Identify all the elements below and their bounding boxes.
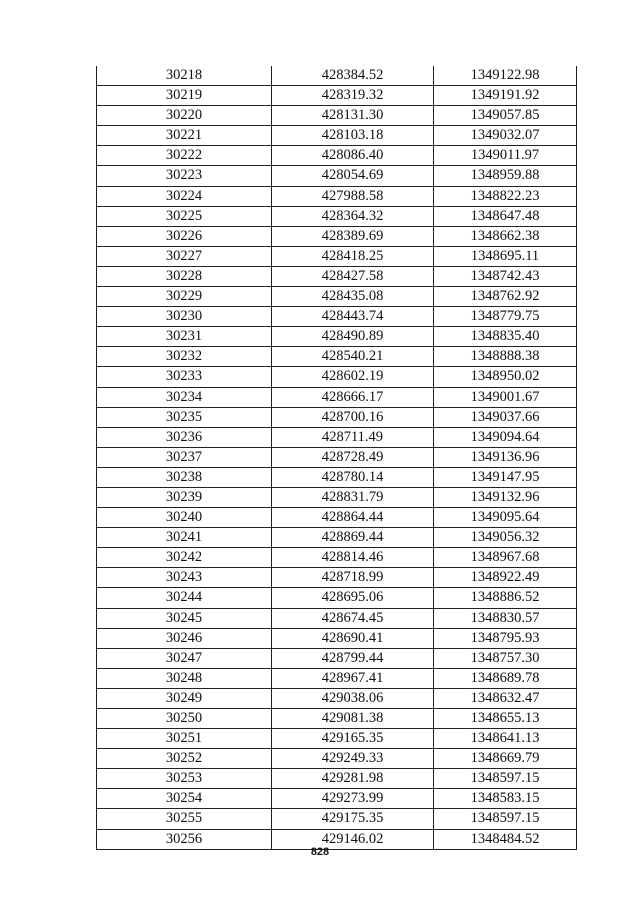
y-coordinate-cell: 1348655.13: [434, 709, 577, 729]
y-coordinate-cell: 1348822.23: [434, 186, 577, 206]
table-row: [97, 146, 577, 166]
point-id-cell: 30229: [97, 287, 272, 307]
x-coordinate-cell: 428864.44: [272, 508, 434, 528]
y-coordinate-cell: 1349136.96: [434, 447, 577, 467]
y-coordinate-cell: 1349032.07: [434, 126, 577, 146]
y-coordinate-cell: 1349191.92: [434, 86, 577, 106]
y-coordinate-cell: 1348641.13: [434, 729, 577, 749]
point-id-cell: 30226: [97, 226, 272, 246]
y-coordinate-cell: 1348959.88: [434, 166, 577, 186]
x-coordinate-cell: 428086.40: [272, 146, 434, 166]
x-coordinate-cell: 428418.25: [272, 246, 434, 266]
y-coordinate-cell: 1348888.38: [434, 347, 577, 367]
point-id-cell: 30256: [97, 829, 272, 849]
table-row: [97, 86, 577, 106]
point-id-cell: 30253: [97, 769, 272, 789]
coordinate-table: [96, 66, 577, 850]
y-coordinate-cell: 1349095.64: [434, 508, 577, 528]
x-coordinate-cell: 428780.14: [272, 467, 434, 487]
table-row: [97, 709, 577, 729]
point-id-cell: 30251: [97, 729, 272, 749]
table-row: [97, 548, 577, 568]
y-coordinate-cell: 1348662.38: [434, 226, 577, 246]
y-coordinate-cell: 1348830.57: [434, 608, 577, 628]
x-coordinate-cell: 428384.52: [272, 66, 434, 86]
point-id-cell: 30255: [97, 809, 272, 829]
y-coordinate-cell: 1349011.97: [434, 146, 577, 166]
x-coordinate-cell: 428718.99: [272, 568, 434, 588]
table-row: [97, 648, 577, 668]
y-coordinate-cell: 1349037.66: [434, 407, 577, 427]
table-row: [97, 246, 577, 266]
x-coordinate-cell: 428690.41: [272, 628, 434, 648]
y-coordinate-cell: 1348835.40: [434, 327, 577, 347]
x-coordinate-cell: 429249.33: [272, 749, 434, 769]
x-coordinate-cell: 429273.99: [272, 789, 434, 809]
x-coordinate-cell: 428869.44: [272, 528, 434, 548]
x-coordinate-cell: 428435.08: [272, 287, 434, 307]
point-id-cell: 30234: [97, 387, 272, 407]
table-row: [97, 749, 577, 769]
point-id-cell: 30218: [97, 66, 272, 86]
y-coordinate-cell: 1348795.93: [434, 628, 577, 648]
x-coordinate-cell: 429165.35: [272, 729, 434, 749]
y-coordinate-cell: 1348597.15: [434, 769, 577, 789]
x-coordinate-cell: 428814.46: [272, 548, 434, 568]
table-row: [97, 789, 577, 809]
y-coordinate-cell: 1348632.47: [434, 688, 577, 708]
y-coordinate-cell: 1348742.43: [434, 266, 577, 286]
x-coordinate-cell: 428602.19: [272, 367, 434, 387]
table-row: [97, 588, 577, 608]
table-row: [97, 447, 577, 467]
x-coordinate-cell: 428054.69: [272, 166, 434, 186]
table-row: [97, 608, 577, 628]
point-id-cell: 30223: [97, 166, 272, 186]
x-coordinate-cell: 428319.32: [272, 86, 434, 106]
point-id-cell: 30230: [97, 307, 272, 327]
x-coordinate-cell: 428540.21: [272, 347, 434, 367]
table-row: [97, 809, 577, 829]
table-row: [97, 729, 577, 749]
point-id-cell: 30231: [97, 327, 272, 347]
table-row: [97, 668, 577, 688]
y-coordinate-cell: 1348669.79: [434, 749, 577, 769]
x-coordinate-cell: 428389.69: [272, 226, 434, 246]
y-coordinate-cell: 1348922.49: [434, 568, 577, 588]
point-id-cell: 30236: [97, 427, 272, 447]
table-row: [97, 407, 577, 427]
y-coordinate-cell: 1348695.11: [434, 246, 577, 266]
table-row: [97, 528, 577, 548]
x-coordinate-cell: 428490.89: [272, 327, 434, 347]
point-id-cell: 30232: [97, 347, 272, 367]
y-coordinate-cell: 1348757.30: [434, 648, 577, 668]
point-id-cell: 30241: [97, 528, 272, 548]
y-coordinate-cell: 1348886.52: [434, 588, 577, 608]
y-coordinate-cell: 1349122.98: [434, 66, 577, 86]
table-row: [97, 66, 577, 86]
y-coordinate-cell: 1348779.75: [434, 307, 577, 327]
x-coordinate-cell: 428674.45: [272, 608, 434, 628]
x-coordinate-cell: 429175.35: [272, 809, 434, 829]
table-row: [97, 206, 577, 226]
x-coordinate-cell: 428831.79: [272, 487, 434, 507]
table-row: [97, 327, 577, 347]
table-row: [97, 769, 577, 789]
y-coordinate-cell: 1348967.68: [434, 548, 577, 568]
x-coordinate-cell: 428131.30: [272, 106, 434, 126]
table-row: [97, 307, 577, 327]
table-row: [97, 166, 577, 186]
point-id-cell: 30222: [97, 146, 272, 166]
y-coordinate-cell: 1348689.78: [434, 668, 577, 688]
point-id-cell: 30242: [97, 548, 272, 568]
point-id-cell: 30254: [97, 789, 272, 809]
table-row: [97, 487, 577, 507]
table-row: [97, 568, 577, 588]
y-coordinate-cell: 1349147.95: [434, 467, 577, 487]
table-row: [97, 347, 577, 367]
table-row: [97, 508, 577, 528]
point-id-cell: 30237: [97, 447, 272, 467]
point-id-cell: 30250: [97, 709, 272, 729]
y-coordinate-cell: 1348583.15: [434, 789, 577, 809]
y-coordinate-cell: 1348950.02: [434, 367, 577, 387]
x-coordinate-cell: 428700.16: [272, 407, 434, 427]
point-id-cell: 30224: [97, 186, 272, 206]
point-id-cell: 30248: [97, 668, 272, 688]
point-id-cell: 30239: [97, 487, 272, 507]
point-id-cell: 30233: [97, 367, 272, 387]
table-row: [97, 126, 577, 146]
x-coordinate-cell: 429081.38: [272, 709, 434, 729]
table-row: [97, 287, 577, 307]
x-coordinate-cell: 428666.17: [272, 387, 434, 407]
table-row: [97, 186, 577, 206]
point-id-cell: 30228: [97, 266, 272, 286]
x-coordinate-cell: 429038.06: [272, 688, 434, 708]
point-id-cell: 30227: [97, 246, 272, 266]
y-coordinate-cell: 1348647.48: [434, 206, 577, 226]
point-id-cell: 30243: [97, 568, 272, 588]
x-coordinate-cell: 428427.58: [272, 266, 434, 286]
point-id-cell: 30235: [97, 407, 272, 427]
point-id-cell: 30238: [97, 467, 272, 487]
point-id-cell: 30220: [97, 106, 272, 126]
point-id-cell: 30247: [97, 648, 272, 668]
point-id-cell: 30225: [97, 206, 272, 226]
y-coordinate-cell: 1348484.52: [434, 829, 577, 849]
x-coordinate-cell: 429146.02: [272, 829, 434, 849]
point-id-cell: 30245: [97, 608, 272, 628]
y-coordinate-cell: 1349132.96: [434, 487, 577, 507]
y-coordinate-cell: 1348597.15: [434, 809, 577, 829]
x-coordinate-cell: 429281.98: [272, 769, 434, 789]
x-coordinate-cell: 428103.18: [272, 126, 434, 146]
x-coordinate-cell: 427988.58: [272, 186, 434, 206]
point-id-cell: 30221: [97, 126, 272, 146]
y-coordinate-cell: 1349094.64: [434, 427, 577, 447]
x-coordinate-cell: 428711.49: [272, 427, 434, 447]
point-id-cell: 30246: [97, 628, 272, 648]
x-coordinate-cell: 428443.74: [272, 307, 434, 327]
point-id-cell: 30249: [97, 688, 272, 708]
table-row: [97, 628, 577, 648]
x-coordinate-cell: 428799.44: [272, 648, 434, 668]
table-row: [97, 467, 577, 487]
table-row: [97, 427, 577, 447]
point-id-cell: 30252: [97, 749, 272, 769]
x-coordinate-cell: 428695.06: [272, 588, 434, 608]
table-row: [97, 106, 577, 126]
table-row: [97, 266, 577, 286]
y-coordinate-cell: 1349057.85: [434, 106, 577, 126]
x-coordinate-cell: 428728.49: [272, 447, 434, 467]
table-row: [97, 367, 577, 387]
table-row: [97, 688, 577, 708]
y-coordinate-cell: 1349001.67: [434, 387, 577, 407]
y-coordinate-cell: 1349056.32: [434, 528, 577, 548]
table-row: [97, 226, 577, 246]
page-number: 828: [310, 846, 330, 858]
table-row: [97, 387, 577, 407]
coordinate-table-body: [97, 66, 577, 849]
x-coordinate-cell: 428967.41: [272, 668, 434, 688]
x-coordinate-cell: 428364.32: [272, 206, 434, 226]
point-id-cell: 30240: [97, 508, 272, 528]
point-id-cell: 30244: [97, 588, 272, 608]
y-coordinate-cell: 1348762.92: [434, 287, 577, 307]
point-id-cell: 30219: [97, 86, 272, 106]
